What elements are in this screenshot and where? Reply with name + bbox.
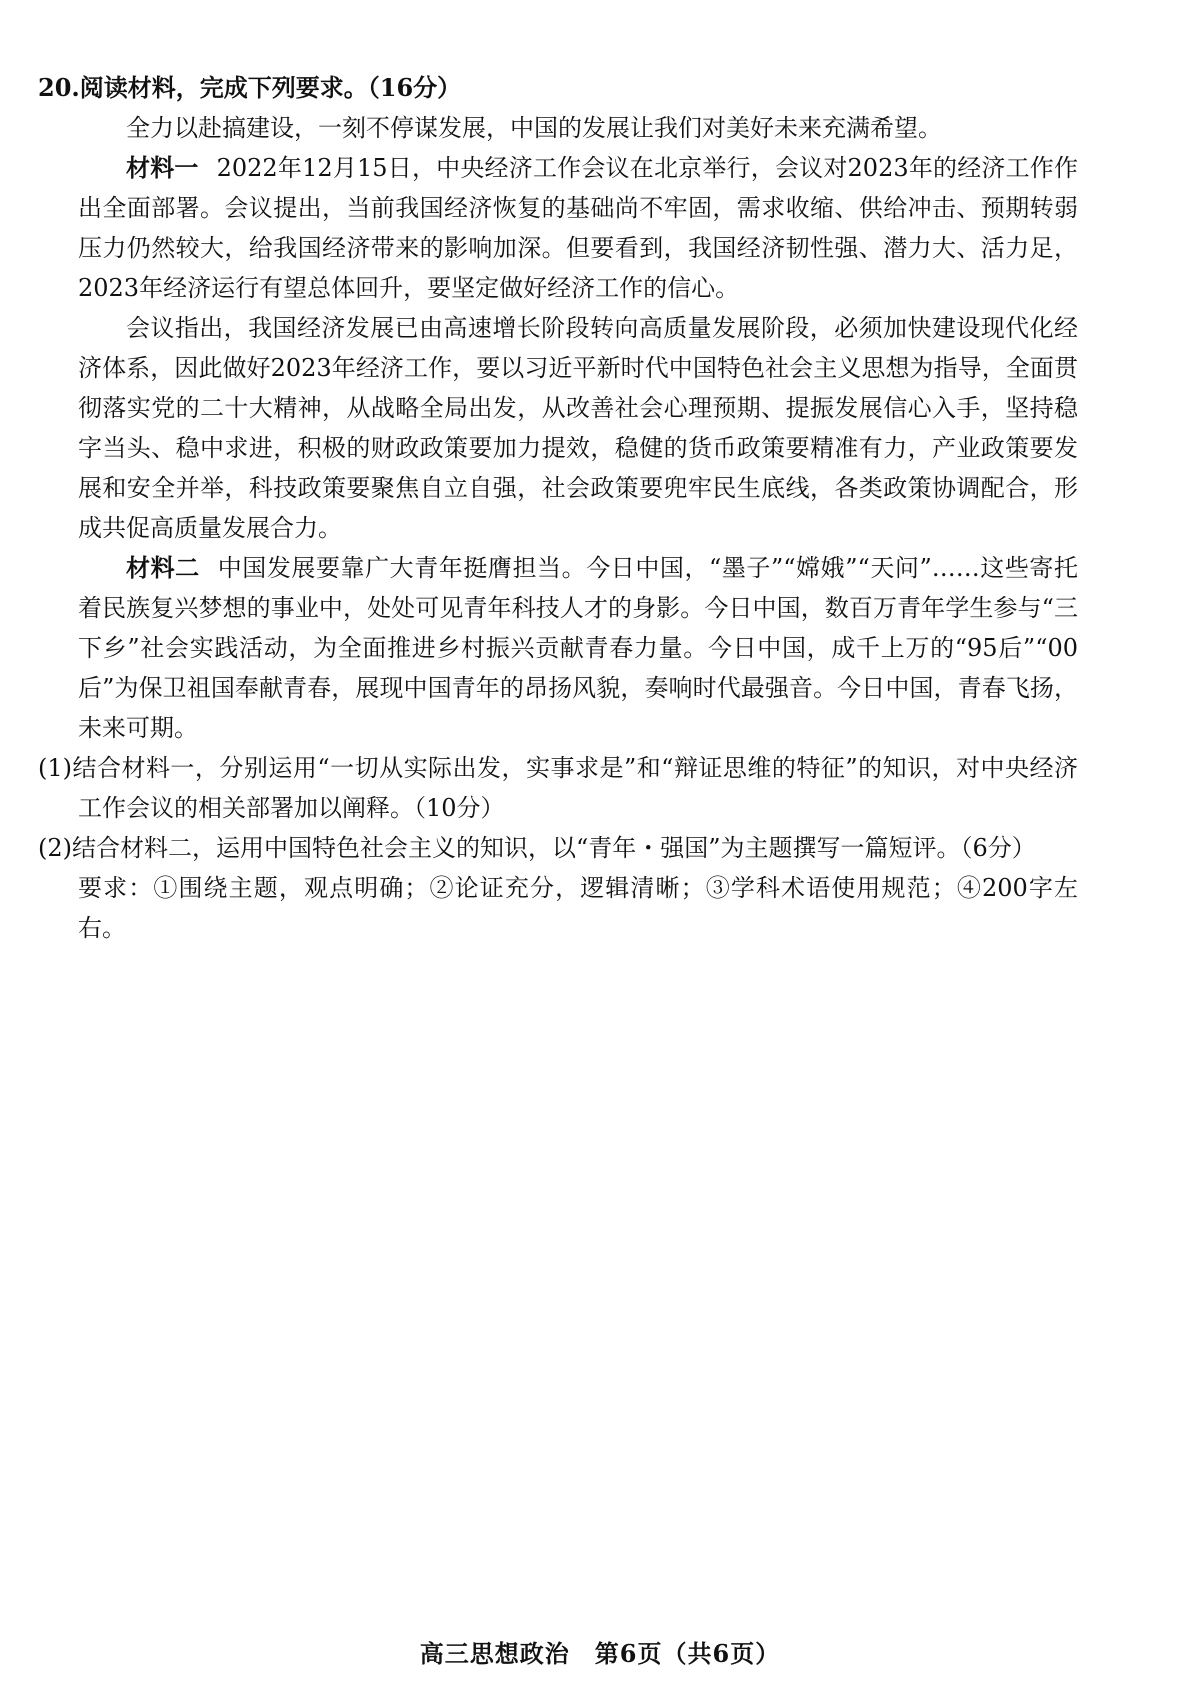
- material-1-paragraph-2: 会议指出，我国经济发展已由高速增长阶段转向高质量发展阶段，必须加快建设现代化经济体系，因此做好2023年经济工作，要以习近平新时代中国特色社会主义思想为指导，全面贯彻落实党的二十大精神，从战略全局出发，从改善社会心理预期、提振发展信心入手，坚持稳字当头、稳中求进，积极的财政政策要加力提效，稳健的货币政策要精准有力，产业政策要发展和安全并举，科技政策要聚焦自立自强，社会政策要兜牢民生底线，各类政策协调配合，形成共促高质量发展合力。: [78, 314, 1078, 542]
- question-title: 20.阅读材料，完成下列要求。（16分）: [38, 73, 462, 102]
- page-footer: 高三思想政治 第6页（共6页）: [419, 1639, 781, 1668]
- question-intro: 全力以赴搞建设，一刻不停谋发展，中国的发展让我们对美好未来充满希望。: [126, 114, 942, 142]
- material-2-text: 中国发展要靠广大青年挺膺担当。今日中国，“墨子”“嫦娥”“天问”……这些寄托着民族复兴梦想的事业中，处处可见青年科技人才的身影。今日中国，数百万青年学生参与“三下乡”社会实践活动，为全面推进乡村振兴贡献青春力量。今日中国，成千上万的“95后”“00后”为保卫祖国奉献青春，展现中国青年的昂扬风貌，奏响时代最强音。今日中国，青春飞扬，未来可期。: [78, 554, 1078, 742]
- material-2-paragraph: [38, 548, 1078, 748]
- writing-requirement: 要求：①围绕主题，观点明确；②论证充分，逻辑清晰；③学科术语使用规范；④200字左右。: [78, 874, 1078, 942]
- material-2-label: 材料二: [126, 553, 200, 582]
- sub-question-2: (2)结合材料二，运用中国特色社会主义的知识，以“青年・强国”为主题撰写一篇短评。（6分）: [38, 834, 1036, 862]
- material-1-text-1: 2022年12月15日，中央经济工作会议在北京举行，会议对2023年的经济工作作出全面部署。会议提出，当前我国经济恢复的基础尚不牢固，需求收缩、供给冲击、预期转弱压力仍然较大，给我国经济带来的影响加深。但要看到，我国经济韧性强、潜力大、活力足，2023年经济运行有望总体回升，要坚定做好经济工作的信心。: [78, 154, 1079, 302]
- material-1-paragraph-1: [38, 148, 1078, 308]
- sub-question-1: (1)结合材料一，分别运用“一切从实际出发，实事求是”和“辩证思维的特征”的知识，对中央经济工作会议的相关部署加以阐释。（10分）: [38, 754, 1078, 822]
- material-1-label: 材料一: [126, 153, 199, 182]
- question-20: [38, 68, 1078, 948]
